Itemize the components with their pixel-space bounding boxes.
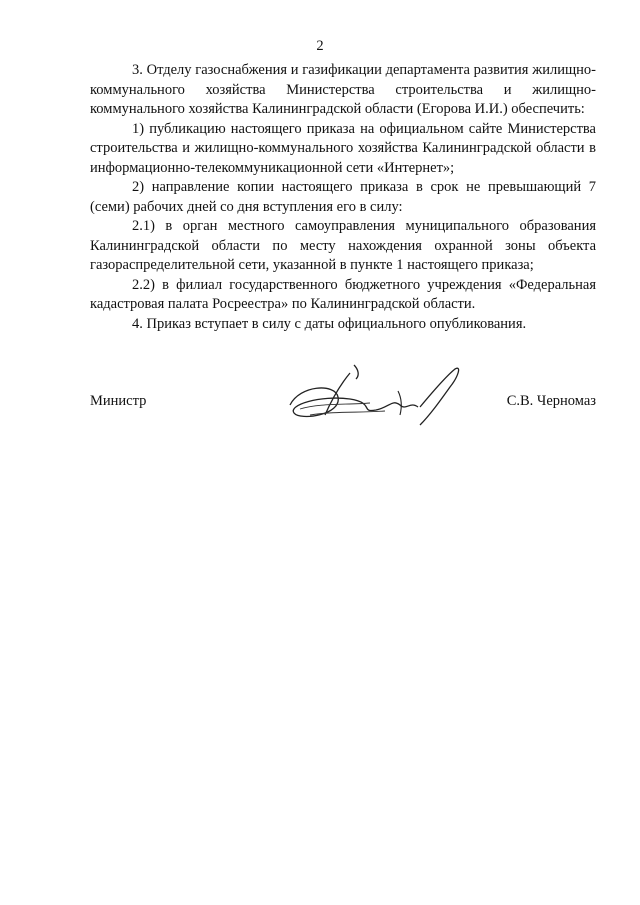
handwritten-signature: [280, 355, 470, 435]
paragraph-3-2: 2) направление копии настоящего приказа в срок не превышающий 7 (семи) рабочих дней со дня вступления его в силу:: [90, 179, 596, 215]
paragraph-3-2-2: 2.2) в филиал государственного бюджетного учреждения «Федеральная кадастровая палата Росреестра» по Калининградской области.: [90, 276, 596, 312]
paragraph-3-2-1: 2.1) в орган местного самоуправления муниципального образования Калининградской области по месту нахождения охранной зоны объекта газораспределительной сети, указанной в пункте 1 настоящего приказа;: [90, 218, 596, 273]
document-body: [90, 61, 596, 334]
paragraph-3: 3. Отделу газоснабжения и газификации департамента развития жилищно-коммунального хозяйства Министерства строительства и жилищно-коммунального хозяйства Калининградской области (Егорова И.И.) обеспечить:: [90, 62, 596, 117]
signatory-name: С.В. Черномаз: [506, 393, 596, 409]
signatory-title: Министр: [90, 393, 147, 409]
paragraph-4: 4. Приказ вступает в силу с даты официального опубликования.: [132, 315, 527, 332]
paragraph-3-1: 1) публикацию настоящего приказа на официальном сайте Министерства строительства и жилищно-коммунального хозяйства Калининградской области в информационно-телекоммуникационной сети «Интернет»;: [90, 120, 596, 176]
page-number: 2: [316, 38, 324, 54]
